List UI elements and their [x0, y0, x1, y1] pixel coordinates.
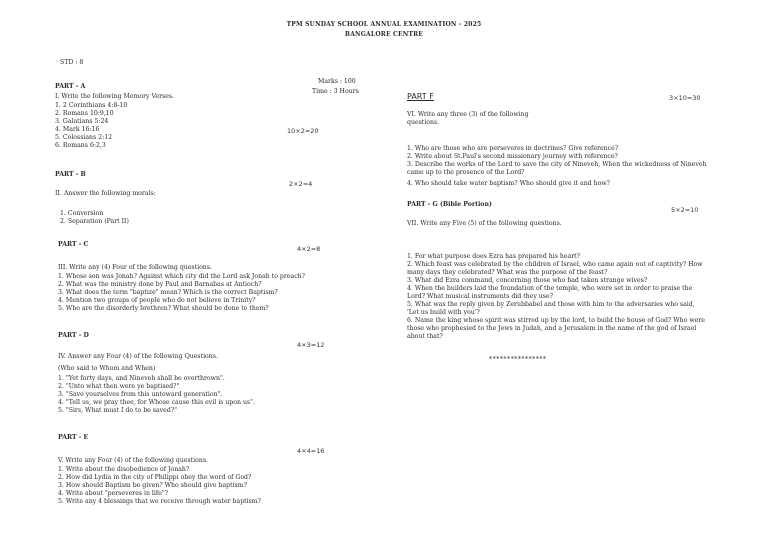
part-g-instruction: VII. Write any Five (5) of the following questions. — [407, 220, 562, 227]
part-c-heading: PART - C — [58, 241, 89, 248]
list-item: 5. "Sirs, What must I do to be saved?" — [58, 407, 177, 414]
list-item: 2. How did Lydia in the city of Philippi obey the word of God? — [58, 474, 252, 481]
part-e-score: 4×4=16 — [297, 447, 325, 455]
list-item: 3. What did Ezra command, concerning those who had taken strange wives? — [407, 277, 648, 284]
part-c-instruction: III. Write any (4) Four of the following questions. — [58, 264, 212, 271]
list-item: 5. Who are the disorderly brethren? What should be done to them? — [58, 305, 269, 312]
std-label: STD : 8 — [60, 59, 84, 66]
part-g-heading: PART - G (Bible Portion) — [407, 201, 492, 208]
part-c-score: 4×2=8 — [297, 245, 321, 253]
list-item: 1. "Yet forty days, and Nineveh shall be overthrown". — [58, 375, 225, 382]
list-item: 2. "Unto what then were ye baptised?" — [58, 383, 180, 390]
part-d-score: 4×3=12 — [297, 341, 325, 349]
part-a-score: 10×2=20 — [287, 127, 319, 135]
list-item: 5. What was the reply given by Zerubbabel and those with him to the adversaries who said, 'Let us build with you'? — [407, 301, 695, 316]
list-item: 6. Romans 6:2,3 — [55, 142, 106, 149]
list-item: 4. Write about "perseveres in life"? — [58, 490, 169, 497]
part-f-score: 3×10=30 — [669, 94, 701, 102]
exam-centre: BANGALORE CENTRE — [344, 31, 424, 38]
part-d-instruction: IV. Answer any Four (4) of the following Questions. — [58, 353, 218, 360]
list-item: 4. Mention two groups of people who do not believe in Trinity? — [58, 297, 256, 304]
list-item: 1. Write about the disobedience of Jonah? — [58, 466, 190, 473]
part-b-list — [60, 210, 129, 226]
list-item: 3. Describe the works of the Lord to save the city of Nineveh, When the wickedness of Nineveh came up to the presence of the Lord? — [407, 161, 707, 176]
part-d-subtitle: (Who said to Whom and When) — [58, 365, 156, 372]
part-d-list — [58, 375, 255, 415]
list-item: 4. When the builders laid the foundation of the temple, who were set in order to praise the Lord? What musical instruments did they use? — [407, 285, 693, 300]
list-item: 2. Separation (Part II) — [60, 218, 129, 225]
list-item: 1. 2 Corinthians 4:8-10 — [55, 102, 128, 109]
part-d-heading: PART - D — [58, 332, 89, 339]
exam-title: TPM SUNDAY SCHOOL ANNUAL EXAMINATION - 2025 — [286, 21, 482, 28]
part-a-heading: PART - A — [55, 83, 86, 90]
list-item: 1. Whose son was Jonah? Against which city did the Lord ask Jonah to preach? — [58, 273, 305, 280]
part-b-instruction: II. Answer the following morals: — [55, 190, 156, 197]
list-item: 3. How should Baptism be given? Who should give baptism? — [58, 482, 247, 489]
list-item: 3. "Save yourselves from this untoward generation". — [58, 391, 223, 398]
part-b-heading: PART - B — [55, 171, 86, 178]
list-item: 2. Which feast was celebrated by the children of Israel, who came again out of captivity? How many days they celebrated? What was the purpose of the feast? — [407, 261, 703, 276]
list-item: 2. Write about St.Paul's second missionary journey with reference? — [407, 153, 618, 160]
part-g-list — [407, 253, 707, 341]
list-item: 2. What was the ministry done by Paul and Barnabas at Antioch? — [58, 281, 262, 288]
part-a-list — [55, 102, 127, 150]
list-item: 6. Name the king whose spirit was stirred up by the lord, to build the house of God? Who were those who prophesied to the Jews in Judah, and a Jerusalem in the name of the god of Israel about that? — [407, 317, 705, 340]
list-item: 4. Who should take water baptism? Who should give it and how? — [407, 180, 610, 187]
list-item: 3. What does the term "baptize" mean? Which is the correct Baptism? — [58, 289, 278, 296]
list-item: 4. "Tell us, we pray thee, for Whose cause this evil is upon us". — [58, 399, 255, 406]
part-e-list — [58, 466, 261, 506]
list-item: 5. Colossians 2:12 — [55, 134, 113, 141]
list-item: 1. Who are those who are perseveres in doctrines? Give reference? — [407, 145, 619, 152]
part-b-score: 2×2=4 — [289, 180, 313, 188]
list-item: 3. Galatians 5:24 — [55, 118, 109, 125]
part-f-instruction: VI. Write any three (3) of the following questions. — [407, 111, 529, 126]
end-marker: **************** — [489, 356, 547, 363]
part-f-heading: PART F — [407, 92, 434, 101]
list-item: 2. Romans 10:9,10 — [55, 110, 114, 117]
marks-label: Marks : 100 — [318, 78, 356, 85]
part-e-instruction: V. Write any Four (4) of the following questions. — [58, 457, 208, 464]
list-item: 1. For what purpose does Ezra has prepared his heart? — [407, 253, 580, 260]
part-e-heading: PART - E — [58, 434, 89, 441]
part-a-instruction: I. Write the following Memory Verses. — [55, 93, 175, 100]
part-g-score: 5×2=10 — [671, 206, 699, 214]
list-item: 4. Mark 16:16 — [55, 126, 100, 133]
list-item: 5. Write any 4 blessings that we receive through water baptism? — [58, 498, 261, 505]
part-f-list — [407, 145, 707, 188]
list-item: 1. Conversion — [60, 210, 104, 217]
time-label: Time : 3 Hours — [312, 88, 359, 95]
part-c-list — [58, 273, 305, 313]
